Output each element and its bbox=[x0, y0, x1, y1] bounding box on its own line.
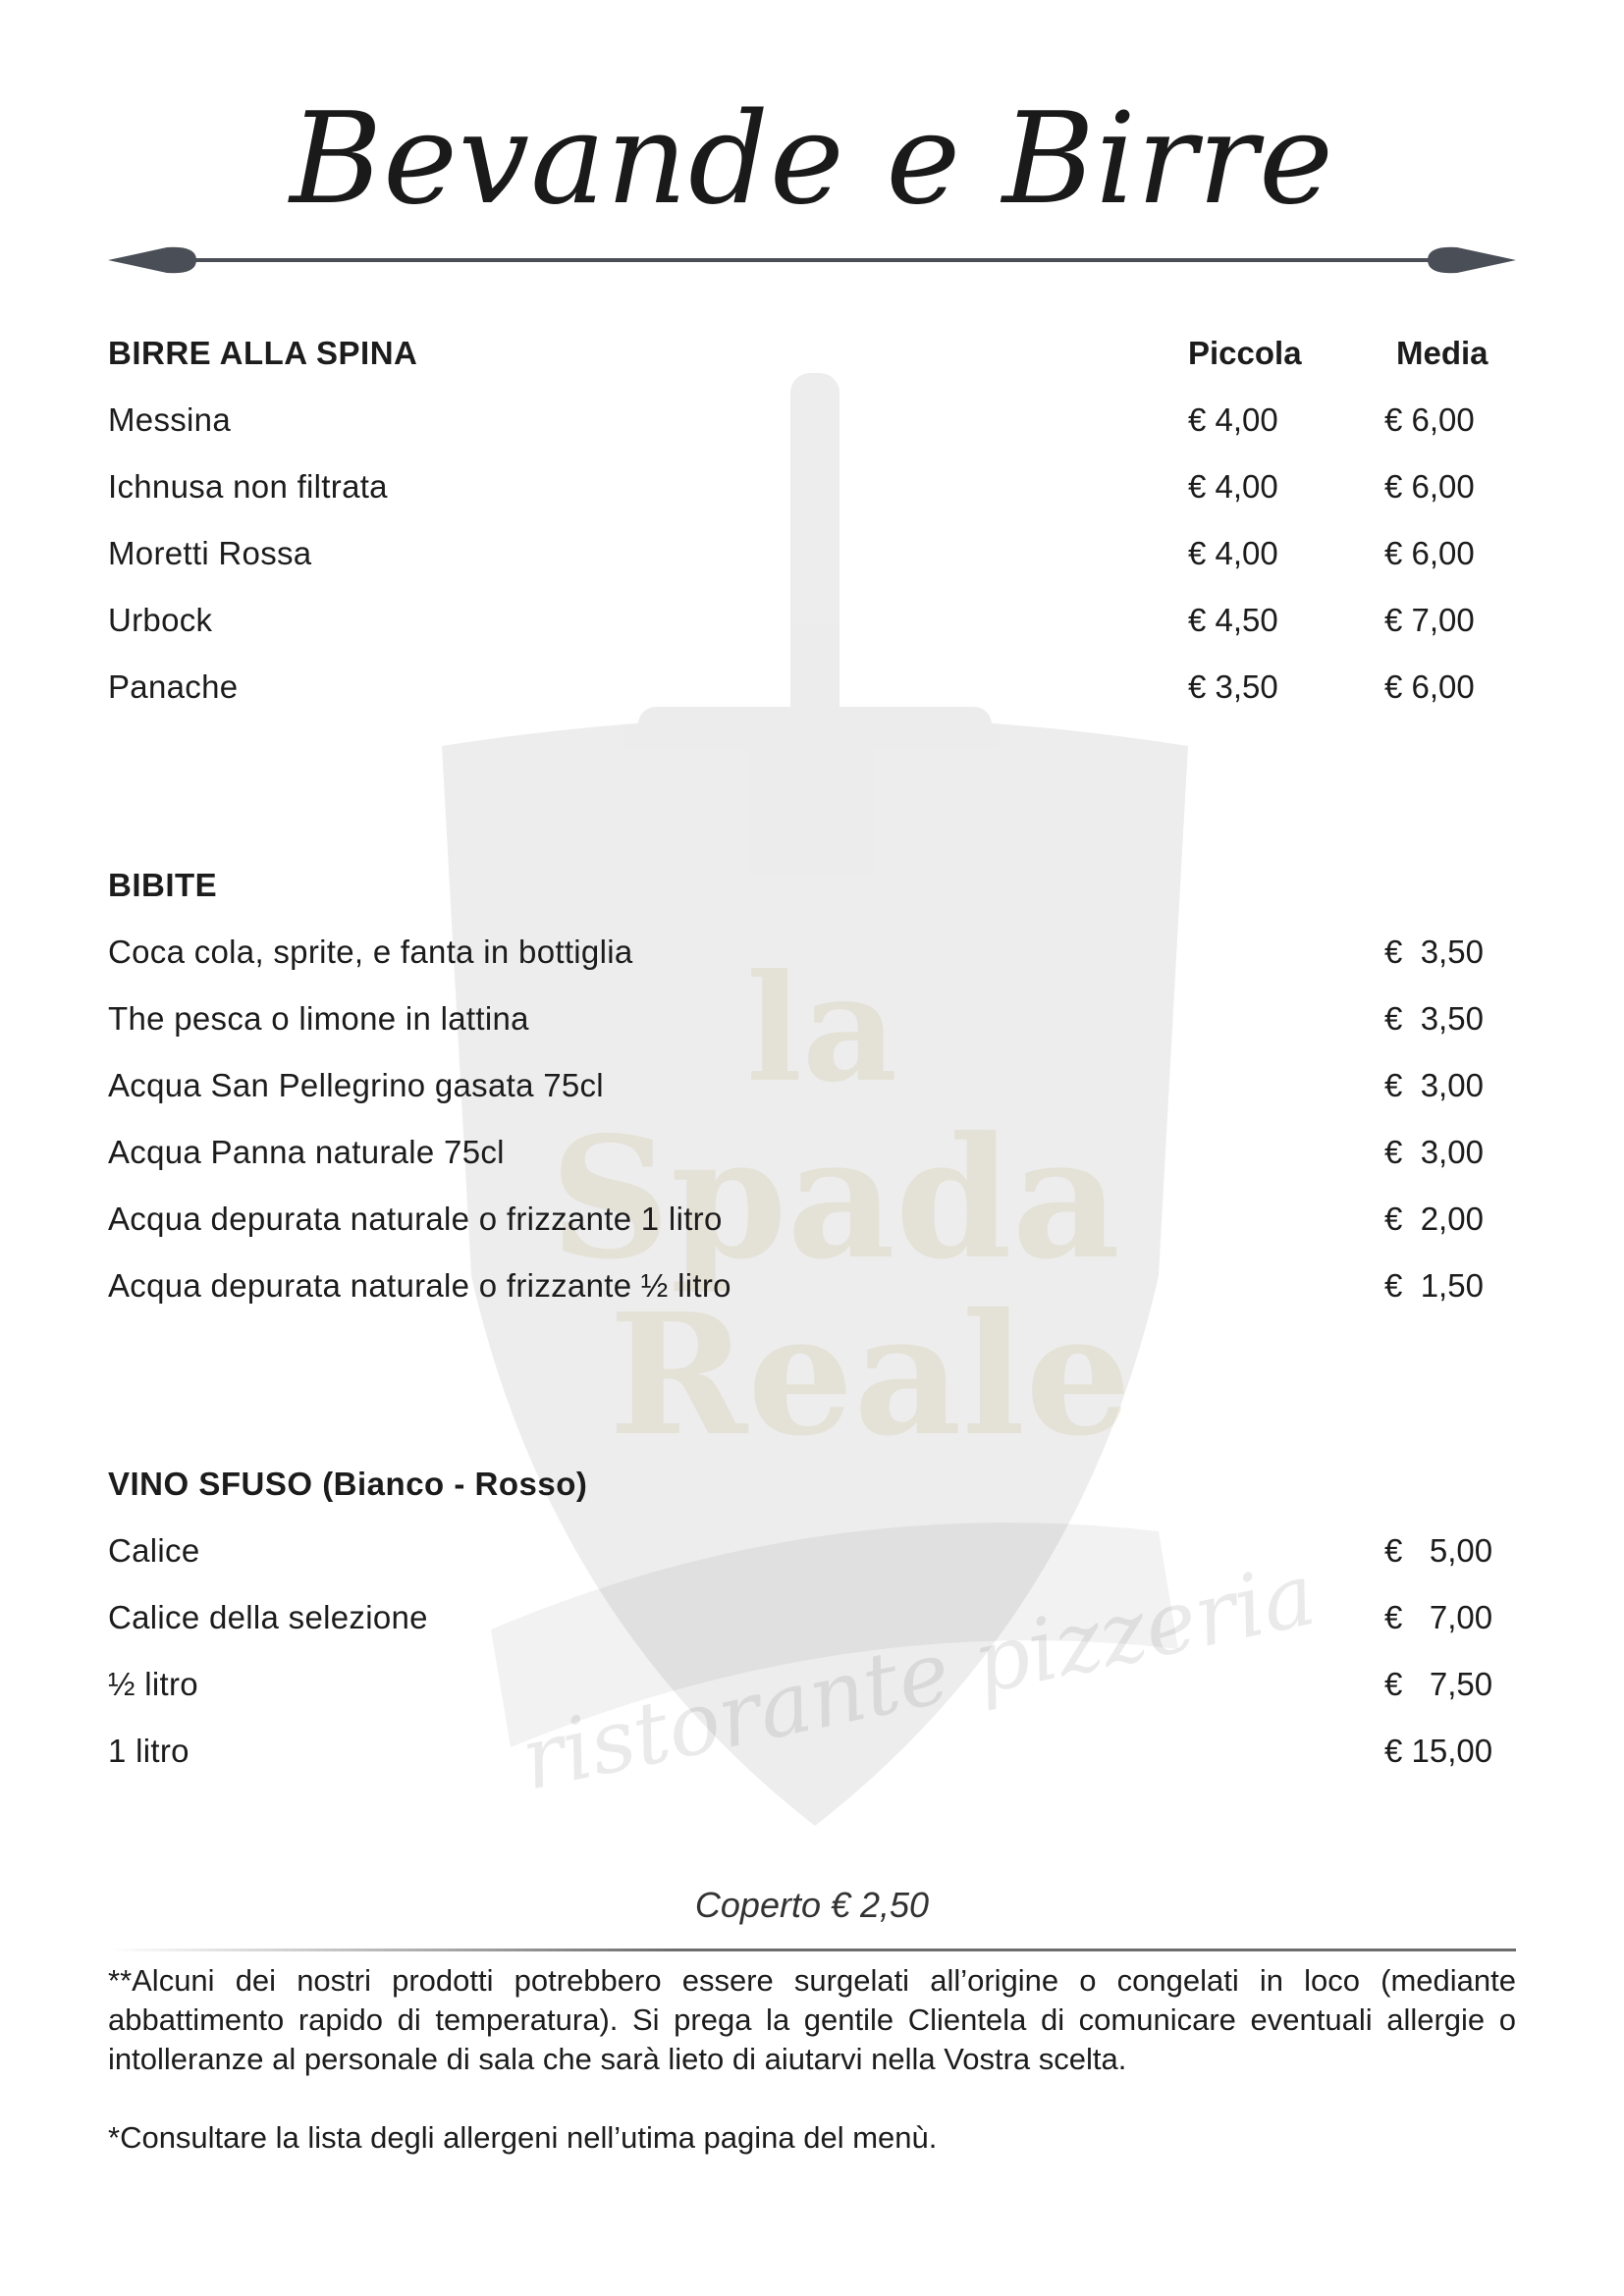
item-name: Messina bbox=[108, 401, 231, 438]
watermark-text-reale: Reale bbox=[609, 1277, 1132, 1473]
section-bibite-header bbox=[108, 862, 1516, 929]
menu-item bbox=[108, 1728, 1516, 1794]
item-price: € 3,00 bbox=[1384, 1067, 1484, 1103]
item-price: € 3,50 bbox=[1384, 1000, 1484, 1037]
section-bibite bbox=[108, 862, 1516, 1329]
column-header-small: Piccola bbox=[1188, 335, 1302, 371]
section-title: VINO SFUSO (Bianco - Rosso) bbox=[108, 1466, 588, 1502]
section-vino-header bbox=[108, 1461, 1516, 1527]
menu-item bbox=[108, 1594, 1516, 1661]
item-name: The pesca o limone in lattina bbox=[108, 1000, 529, 1037]
item-price: € 7,00 bbox=[1384, 1599, 1493, 1635]
item-name: ½ litro bbox=[108, 1666, 198, 1702]
menu-item bbox=[108, 929, 1516, 995]
allergens-note: *Consultare la lista degli allergeni nell’utima pagina del menù. bbox=[108, 2120, 938, 2155]
item-price-medium: € 6,00 bbox=[1384, 668, 1475, 705]
menu-item bbox=[108, 1262, 1516, 1329]
menu-item bbox=[108, 530, 1516, 597]
footer-divider bbox=[108, 1949, 1516, 1951]
item-name: 1 litro bbox=[108, 1733, 189, 1769]
item-price-medium: € 6,00 bbox=[1384, 468, 1475, 505]
section-title: BIBITE bbox=[108, 867, 218, 903]
watermark-text-la: la bbox=[746, 942, 898, 1115]
item-price: € 1,50 bbox=[1384, 1267, 1484, 1304]
page-title: Bevande e Birre bbox=[290, 86, 1334, 233]
frozen-products-note: **Alcuni dei nostri prodotti potrebbero essere surgelati all’origine o congelati in loco (mediante abbattimento rapido di temperatura). Si prega la gentile Clientela di comunicare eventuali allergie o intolleranze al personale di sala che sarà lieto di aiutarvi nella Vostra scelta. bbox=[108, 1963, 1516, 2076]
item-price-small: € 4,00 bbox=[1188, 468, 1278, 505]
item-name: Moretti Rossa bbox=[108, 535, 312, 571]
item-price-medium: € 7,00 bbox=[1384, 602, 1475, 638]
item-name: Urbock bbox=[108, 602, 213, 638]
item-name: Ichnusa non filtrata bbox=[108, 468, 388, 505]
menu-item bbox=[108, 1062, 1516, 1129]
item-name: Acqua Panna naturale 75cl bbox=[108, 1134, 505, 1170]
menu-item bbox=[108, 1196, 1516, 1262]
section-birre-header bbox=[108, 330, 1516, 397]
menu-item bbox=[108, 463, 1516, 530]
item-price-small: € 4,50 bbox=[1188, 602, 1278, 638]
column-header-medium: Media bbox=[1396, 335, 1489, 371]
item-price: € 5,00 bbox=[1384, 1532, 1493, 1569]
item-price-medium: € 6,00 bbox=[1384, 535, 1475, 571]
section-birre bbox=[108, 330, 1516, 730]
item-price: € 15,00 bbox=[1384, 1733, 1493, 1769]
title-divider bbox=[108, 236, 1516, 285]
section-title: BIRRE ALLA SPINA bbox=[108, 335, 418, 371]
item-price-small: € 3,50 bbox=[1188, 668, 1278, 705]
menu-item bbox=[108, 1661, 1516, 1728]
item-name: Panache bbox=[108, 668, 239, 705]
menu-item bbox=[108, 397, 1516, 463]
menu-item bbox=[108, 1527, 1516, 1594]
item-price: € 2,00 bbox=[1384, 1201, 1484, 1237]
watermark-text-ribbon: ristorante pizzeria bbox=[513, 1542, 1324, 1810]
menu-item bbox=[108, 995, 1516, 1062]
watermark-text-spada: Spada bbox=[550, 1100, 1120, 1297]
item-name: Calice bbox=[108, 1532, 200, 1569]
item-name: Acqua depurata naturale o frizzante ½ litro bbox=[108, 1267, 731, 1304]
item-price-medium: € 6,00 bbox=[1384, 401, 1475, 438]
item-name: Acqua San Pellegrino gasata 75cl bbox=[108, 1067, 604, 1103]
item-price: € 7,50 bbox=[1384, 1666, 1493, 1702]
item-name: Acqua depurata naturale o frizzante 1 litro bbox=[108, 1201, 723, 1237]
item-name: Calice della selezione bbox=[108, 1599, 428, 1635]
item-price: € 3,00 bbox=[1384, 1134, 1484, 1170]
item-name: Coca cola, sprite, e fanta in bottiglia bbox=[108, 934, 633, 970]
cover-charge: Coperto € 2,50 bbox=[694, 1885, 930, 1925]
section-vino bbox=[108, 1461, 1516, 1794]
item-price-small: € 4,00 bbox=[1188, 401, 1278, 438]
menu-item bbox=[108, 597, 1516, 664]
item-price: € 3,50 bbox=[1384, 934, 1484, 970]
menu-item bbox=[108, 664, 1516, 730]
menu-item bbox=[108, 1129, 1516, 1196]
item-price-small: € 4,00 bbox=[1188, 535, 1278, 571]
